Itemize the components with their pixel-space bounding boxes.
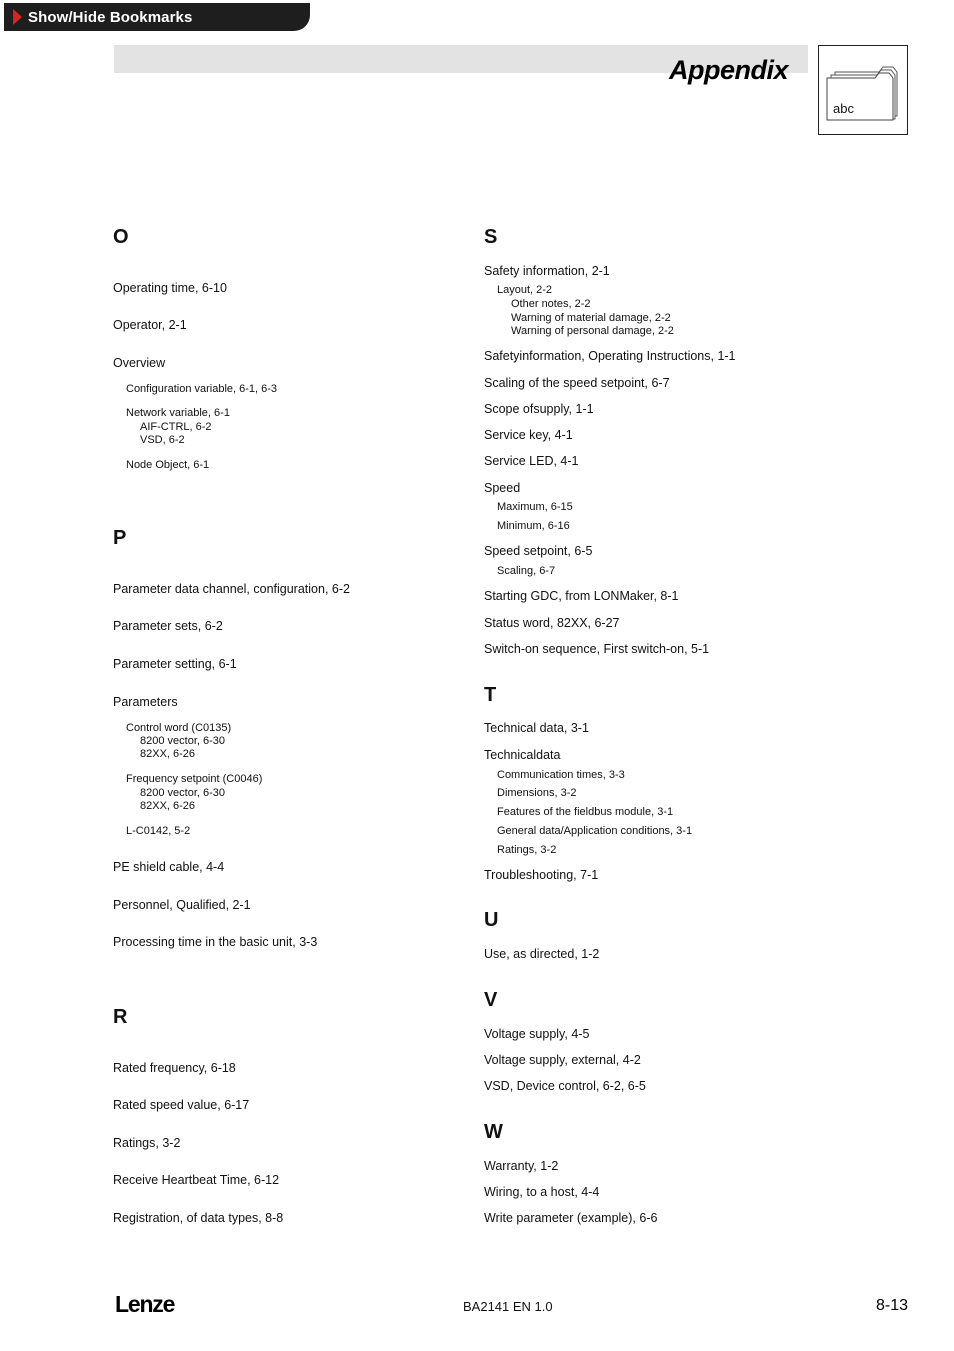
index-entry[interactable]: Processing time in the basic unit, 3-3 <box>113 935 318 949</box>
index-entry[interactable]: Warranty, 1-2 <box>484 1159 559 1173</box>
index-letter-heading: R <box>113 1006 128 1028</box>
index-letter-heading: S <box>484 226 498 248</box>
index-entry[interactable]: Layout, 2-2 <box>497 284 553 296</box>
index-entry[interactable]: Dimensions, 3-2 <box>497 787 577 799</box>
index-entry[interactable]: Warning of personal damage, 2-2 <box>511 325 674 337</box>
index-entry[interactable]: Scaling of the speed setpoint, 6-7 <box>484 376 670 390</box>
index-entry[interactable]: Service key, 4-1 <box>484 428 573 442</box>
lenze-logo: Lenze <box>115 1291 175 1317</box>
index-entry[interactable]: Frequency setpoint (C0046) <box>126 773 263 785</box>
index-entry[interactable]: Maximum, 6-15 <box>497 501 573 513</box>
document-id: BA2141 EN 1.0 <box>463 1299 553 1314</box>
index-entry[interactable]: Operator, 2-1 <box>113 318 187 332</box>
index-entry[interactable]: 8200 vector, 6-30 <box>140 787 226 799</box>
index-letter-heading: W <box>484 1121 503 1143</box>
index-entry[interactable]: Rated speed value, 6-17 <box>113 1098 250 1112</box>
index-letter-heading: T <box>484 684 497 706</box>
index-entry[interactable]: Rated frequency, 6-18 <box>113 1061 236 1075</box>
index-entry[interactable]: PE shield cable, 4-4 <box>113 860 225 874</box>
index-entry[interactable]: Voltage supply, external, 4-2 <box>484 1053 641 1067</box>
index-entry[interactable]: Switch-on sequence, First switch-on, 5-1 <box>484 642 710 656</box>
index-entry[interactable]: Voltage supply, 4-5 <box>484 1027 590 1041</box>
index-entry[interactable]: Ratings, 3-2 <box>113 1136 181 1150</box>
index-entry[interactable]: Parameter setting, 6-1 <box>113 657 237 671</box>
index-entry[interactable]: VSD, 6-2 <box>140 434 185 446</box>
index-entry[interactable]: 82XX, 6-26 <box>140 748 196 760</box>
index-entry[interactable]: 8200 vector, 6-30 <box>140 735 226 747</box>
index-entry[interactable]: Speed setpoint, 6-5 <box>484 544 593 558</box>
index-entry[interactable]: General data/Application conditions, 3-1 <box>497 825 693 837</box>
index-entry[interactable]: Technical data, 3-1 <box>484 721 589 735</box>
index-entry[interactable]: Scaling, 6-7 <box>497 565 556 577</box>
index-entry[interactable]: Troubleshooting, 7-1 <box>484 868 599 882</box>
folder-stack-icon <box>819 46 909 136</box>
index-entry[interactable]: Control word (C0135) <box>126 722 232 734</box>
index-entry[interactable]: Other notes, 2-2 <box>511 298 591 310</box>
index-entry[interactable]: Technicaldata <box>484 748 561 762</box>
index-entry[interactable]: Parameter sets, 6-2 <box>113 619 223 633</box>
index-entry[interactable]: Safety information, 2-1 <box>484 264 610 278</box>
index-tab-graphic <box>818 45 908 135</box>
index-entry[interactable]: AIF-CTRL, 6-2 <box>140 421 212 433</box>
index-entry[interactable]: Overview <box>113 356 166 370</box>
show-hide-bookmarks-label: Show/Hide Bookmarks <box>28 8 193 26</box>
index-entry[interactable]: Parameters <box>113 695 178 709</box>
index-entry[interactable]: Parameter data channel, configuration, 6-2 <box>113 582 350 596</box>
index-entry[interactable]: Configuration variable, 6-1, 6-3 <box>126 383 278 395</box>
index-entry[interactable]: Communication times, 3-3 <box>497 769 625 781</box>
index-tab-label: abc <box>833 101 854 116</box>
index-entry[interactable]: Receive Heartbeat Time, 6-12 <box>113 1173 280 1187</box>
index-entry[interactable]: Operating time, 6-10 <box>113 281 227 295</box>
index-entry[interactable]: Minimum, 6-16 <box>497 520 570 532</box>
show-hide-bookmarks-button[interactable] <box>4 3 310 31</box>
index-letter-heading: V <box>484 989 498 1011</box>
index-entry[interactable]: 82XX, 6-26 <box>140 800 196 812</box>
index-entry[interactable]: Speed <box>484 481 521 495</box>
index-entry[interactable]: Registration, of data types, 8-8 <box>113 1211 284 1225</box>
index-entry[interactable]: Status word, 82XX, 6-27 <box>484 616 620 630</box>
index-entry[interactable]: Features of the fieldbus module, 3-1 <box>497 806 674 818</box>
index-entry[interactable]: Scope ofsupply, 1-1 <box>484 402 594 416</box>
index-entry[interactable]: Starting GDC, from LONMaker, 8-1 <box>484 589 679 603</box>
page-number: 8-13 <box>875 1297 908 1314</box>
index-entry[interactable]: Write parameter (example), 6-6 <box>484 1211 658 1225</box>
index-entry[interactable]: Ratings, 3-2 <box>497 844 557 856</box>
index-letter-heading: O <box>113 226 129 248</box>
index-entry[interactable]: Service LED, 4-1 <box>484 454 579 468</box>
index-entry[interactable]: Personnel, Qualified, 2-1 <box>113 898 251 912</box>
index-letter-heading: U <box>484 909 499 931</box>
index-entry[interactable]: Network variable, 6-1 <box>126 407 230 419</box>
page-title: Appendix <box>668 55 788 85</box>
index-entry[interactable]: VSD, Device control, 6-2, 6-5 <box>484 1079 646 1093</box>
index-entry[interactable]: Node Object, 6-1 <box>126 459 210 471</box>
index-entry[interactable]: Safetyinformation, Operating Instructions, 1-1 <box>484 349 736 363</box>
index-entry[interactable]: Use, as directed, 1-2 <box>484 947 600 961</box>
index-entry[interactable]: Wiring, to a host, 4-4 <box>484 1185 600 1199</box>
index-entry[interactable]: Warning of material damage, 2-2 <box>511 312 671 324</box>
index-entry[interactable]: L-C0142, 5-2 <box>126 825 191 837</box>
bookmark-arrow-icon <box>13 9 22 25</box>
index-letter-heading: P <box>113 527 127 549</box>
